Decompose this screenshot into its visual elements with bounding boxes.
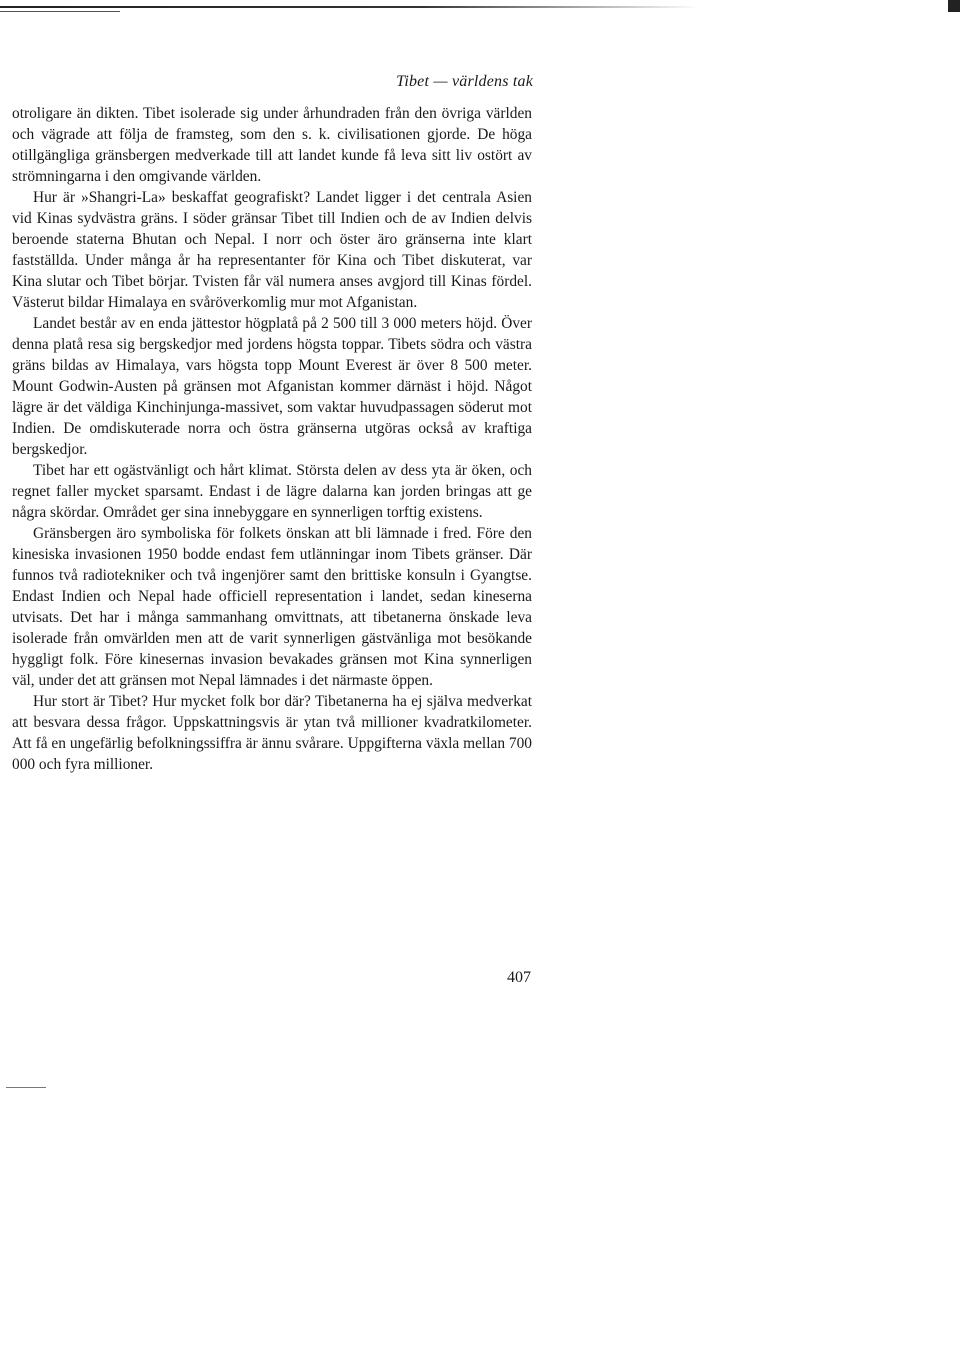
paragraph: Hur stort är Tibet? Hur mycket folk bor där? Tibetanerna ha ej själva medverkat att besvara dessa frågor. Uppskattningsvis är ytan två millioner kvadratkilometer. Att få en ungefärlig befolkningssiffra är ännu svårare. Uppgifterna växla mellan 700 000 och fyra millioner. — [12, 693, 532, 773]
paragraph: Gränsbergen äro symboliska för folkets önskan att bli lämnade i fred. Före den kinesiska invasionen 1950 bodde endast fem utlänningar inom Tibets gränser. Där funnos två radiotekniker och två ingenjörer samt den brittiske konsuln i Gyangtse. Endast Indien och Nepal hade officiell representation i landet, sedan kineserna utvisats. Det har i många sammanhang omvittnats, att tibetanerna önskade leva isolerade från omvärlden men att de varit synnerligen gästvänliga mot besökande hyggligt folk. Före kinesernas invasion bevakades gränsen mot Kina synnerligen väl, under det att gränsen mot Nepal lämnades i det närmaste öppen. — [12, 525, 532, 689]
scan-margin-mark — [6, 1087, 46, 1088]
scan-edge-line-short — [0, 11, 120, 12]
paragraph-continued: otroligare än dikten. Tibet isolerade sig under århundraden från den övriga världen och vägrade att följa de framsteg, som den s. k. civilisationen gjorde. De höga otillgängliga gränsbergen medverkade till att landet kunde få leva sitt liv ostört av strömningarna i den omgivande världen. — [12, 105, 532, 185]
scan-edge-line — [0, 6, 700, 8]
running-head: Tibet — världens tak — [396, 73, 533, 90]
paragraph: Landet består av en enda jättestor högplatå på 2 500 till 3 000 meters höjd. Över denna platå resa sig bergskedjor med jordens högsta toppar. Tibets södra och västra gräns bildas av Himalaya, vars högsta topp Mount Everest är över 8 500 meter. Mount Godwin-Austen på gränsen mot Afganistan kommer därnäst i höjd. Något lägre är det väldiga Kinchinjunga-massivet, som vaktar huvudpassagen söderut mot Indien. De omdiskuterade norra och östra gränserna utgöras också av kraftiga bergskedjor. — [12, 315, 532, 458]
body-text — [12, 103, 532, 775]
paragraph: Hur är »Shangri-La» beskaffat geografiskt? Landet ligger i det centrala Asien vid Kinas sydvästra gräns. I söder gränsar Tibet till Indien och de av Indien delvis beroende staterna Bhutan och Nepal. I norr och öster äro gränserna inte klart fastställda. Under många år ha representanter för Kina och Tibet diskuterat, var Kina slutar och Tibet börjar. Tvisten får väl numera anses avgjord till Kinas fördel. Västerut bildar Himalaya en svåröverkomlig mur mot Afganistan. — [12, 189, 532, 311]
page-number: 407 — [507, 969, 531, 986]
paragraph: Tibet har ett ogästvänligt och hårt klimat. Största delen av dess yta är öken, och regnet faller mycket sparsamt. Endast i de lägre dalarna kan jorden bringas att ge några skördar. Området ger sina innebyggare en synnerligen torftig existens. — [12, 462, 532, 521]
scan-corner-mark — [948, 0, 960, 12]
